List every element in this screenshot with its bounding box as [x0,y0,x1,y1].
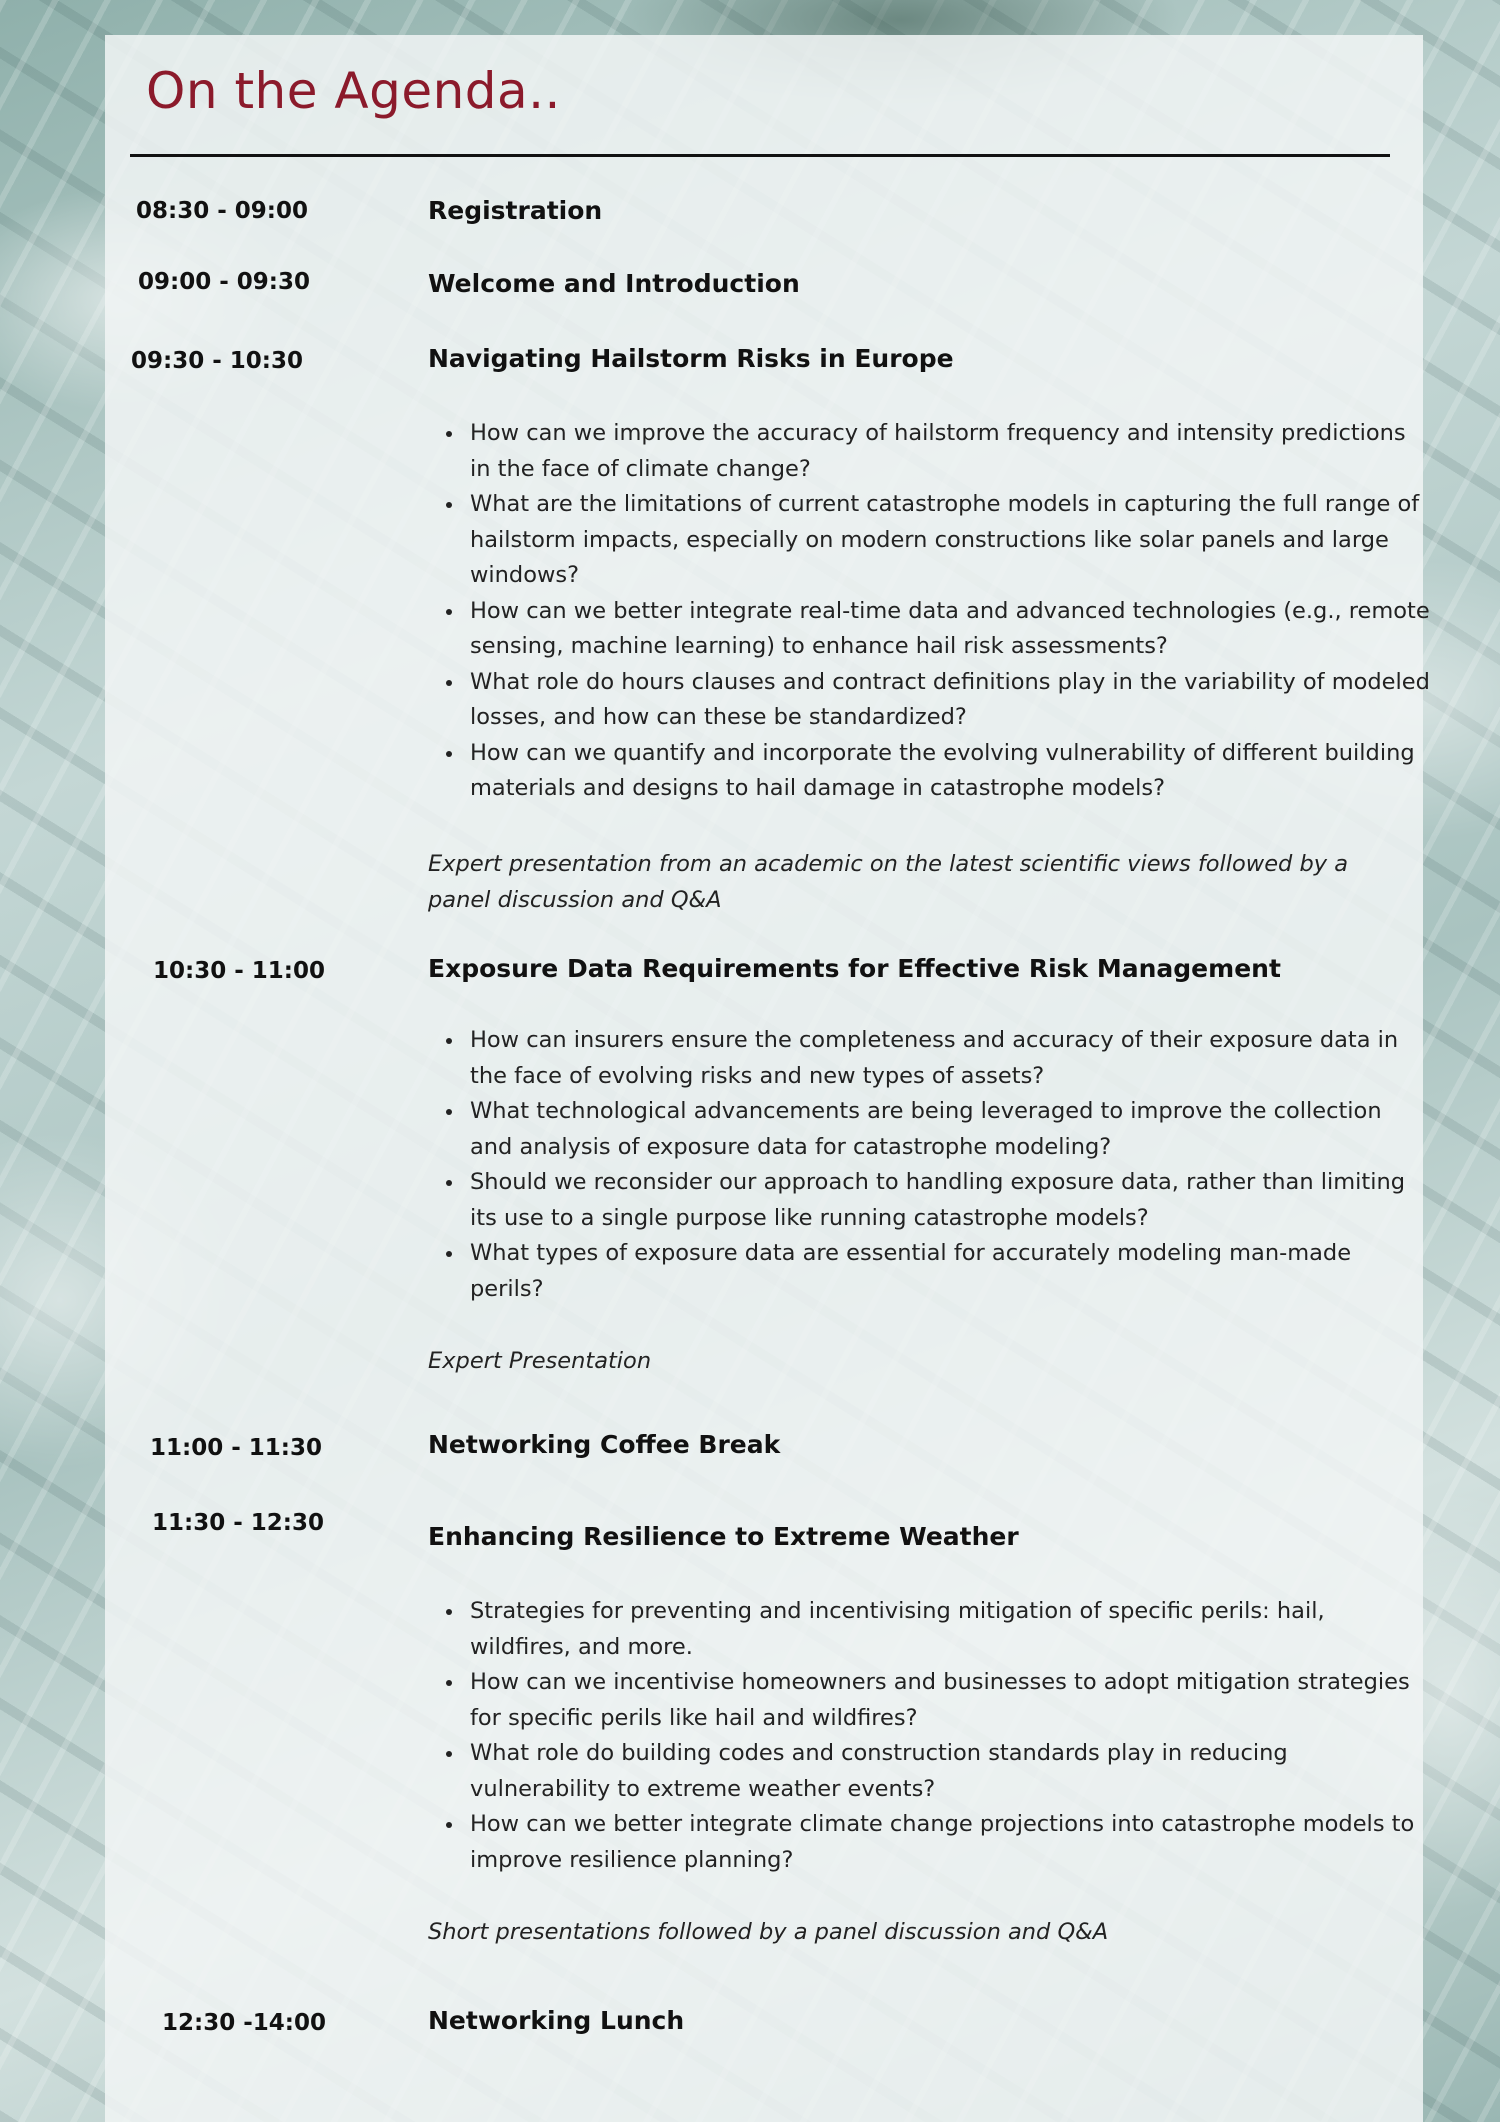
session-topics [428,416,1430,807]
session-title: Welcome and Introduction [428,269,800,298]
page-title: On the Agenda.. [146,62,561,120]
list-item: How can we quantify and incorporate the evolving vulnerability of different building materials and designs to hail damage in catastrophe models? [470,736,1430,807]
list-item: How can we improve the accuracy of hailstorm frequency and intensity predictions in the face of climate change? [470,416,1430,487]
list-item: How can we better integrate real-time data and advanced technologies (e.g., remote sensing, machine learning) to enhance hail risk assessments? [470,594,1430,665]
session-title: Networking Lunch [428,2006,685,2035]
session-time: 11:00 - 11:30 [150,1435,322,1461]
list-item: How can insurers ensure the completeness and accuracy of their exposure data in the face of evolving risks and new types of assets? [470,1023,1430,1094]
list-item: What types of exposure data are essential for accurately modeling man-made perils? [470,1236,1430,1307]
list-item: How can we better integrate climate change projections into catastrophe models to improve resilience planning? [470,1807,1430,1878]
session-time: 11:30 - 12:30 [152,1510,324,1536]
list-item: Strategies for preventing and incentivising mitigation of specific perils: hail, wildfires, and more. [470,1594,1430,1665]
list-item: What role do hours clauses and contract definitions play in the variability of modeled losses, and how can these be standardized? [470,665,1430,736]
session-title: Navigating Hailstorm Risks in Europe [428,344,954,373]
session-format-note: Expert presentation from an academic on the latest scientific views followed by a panel discussion and Q&A [428,851,1349,913]
session-time: 08:30 - 09:00 [136,198,308,224]
session-time: 09:30 - 10:30 [131,348,303,374]
list-item: What role do building codes and construction standards play in reducing vulnerability to extreme weather events? [470,1736,1430,1807]
session-topics [428,1594,1430,1878]
session-title: Registration [428,196,603,225]
session-time: 10:30 - 11:00 [153,958,325,984]
list-item: Should we reconsider our approach to handling exposure data, rather than limiting its use to a single purpose like running catastrophe models? [470,1165,1430,1236]
session-format-note: Expert Presentation [428,1348,652,1374]
session-title: Networking Coffee Break [428,1430,781,1459]
list-item: How can we incentivise homeowners and businesses to adopt mitigation strategies for specific perils like hail and wildfires? [470,1665,1430,1736]
list-item: What technological advancements are being leveraged to improve the collection and analysis of exposure data for catastrophe modeling? [470,1094,1430,1165]
session-format-note: Short presentations followed by a panel discussion and Q&A [428,1919,1109,1945]
session-title: Exposure Data Requirements for Effective Risk Management [428,954,1281,983]
title-divider [130,154,1390,157]
session-topics [428,1023,1430,1307]
session-time: 09:00 - 09:30 [138,269,310,295]
session-title: Enhancing Resilience to Extreme Weather [428,1522,1019,1551]
list-item: What are the limitations of current catastrophe models in capturing the full range of hailstorm impacts, especially on modern constructions like solar panels and large windows? [470,487,1430,594]
session-time: 12:30 -14:00 [162,2010,326,2036]
